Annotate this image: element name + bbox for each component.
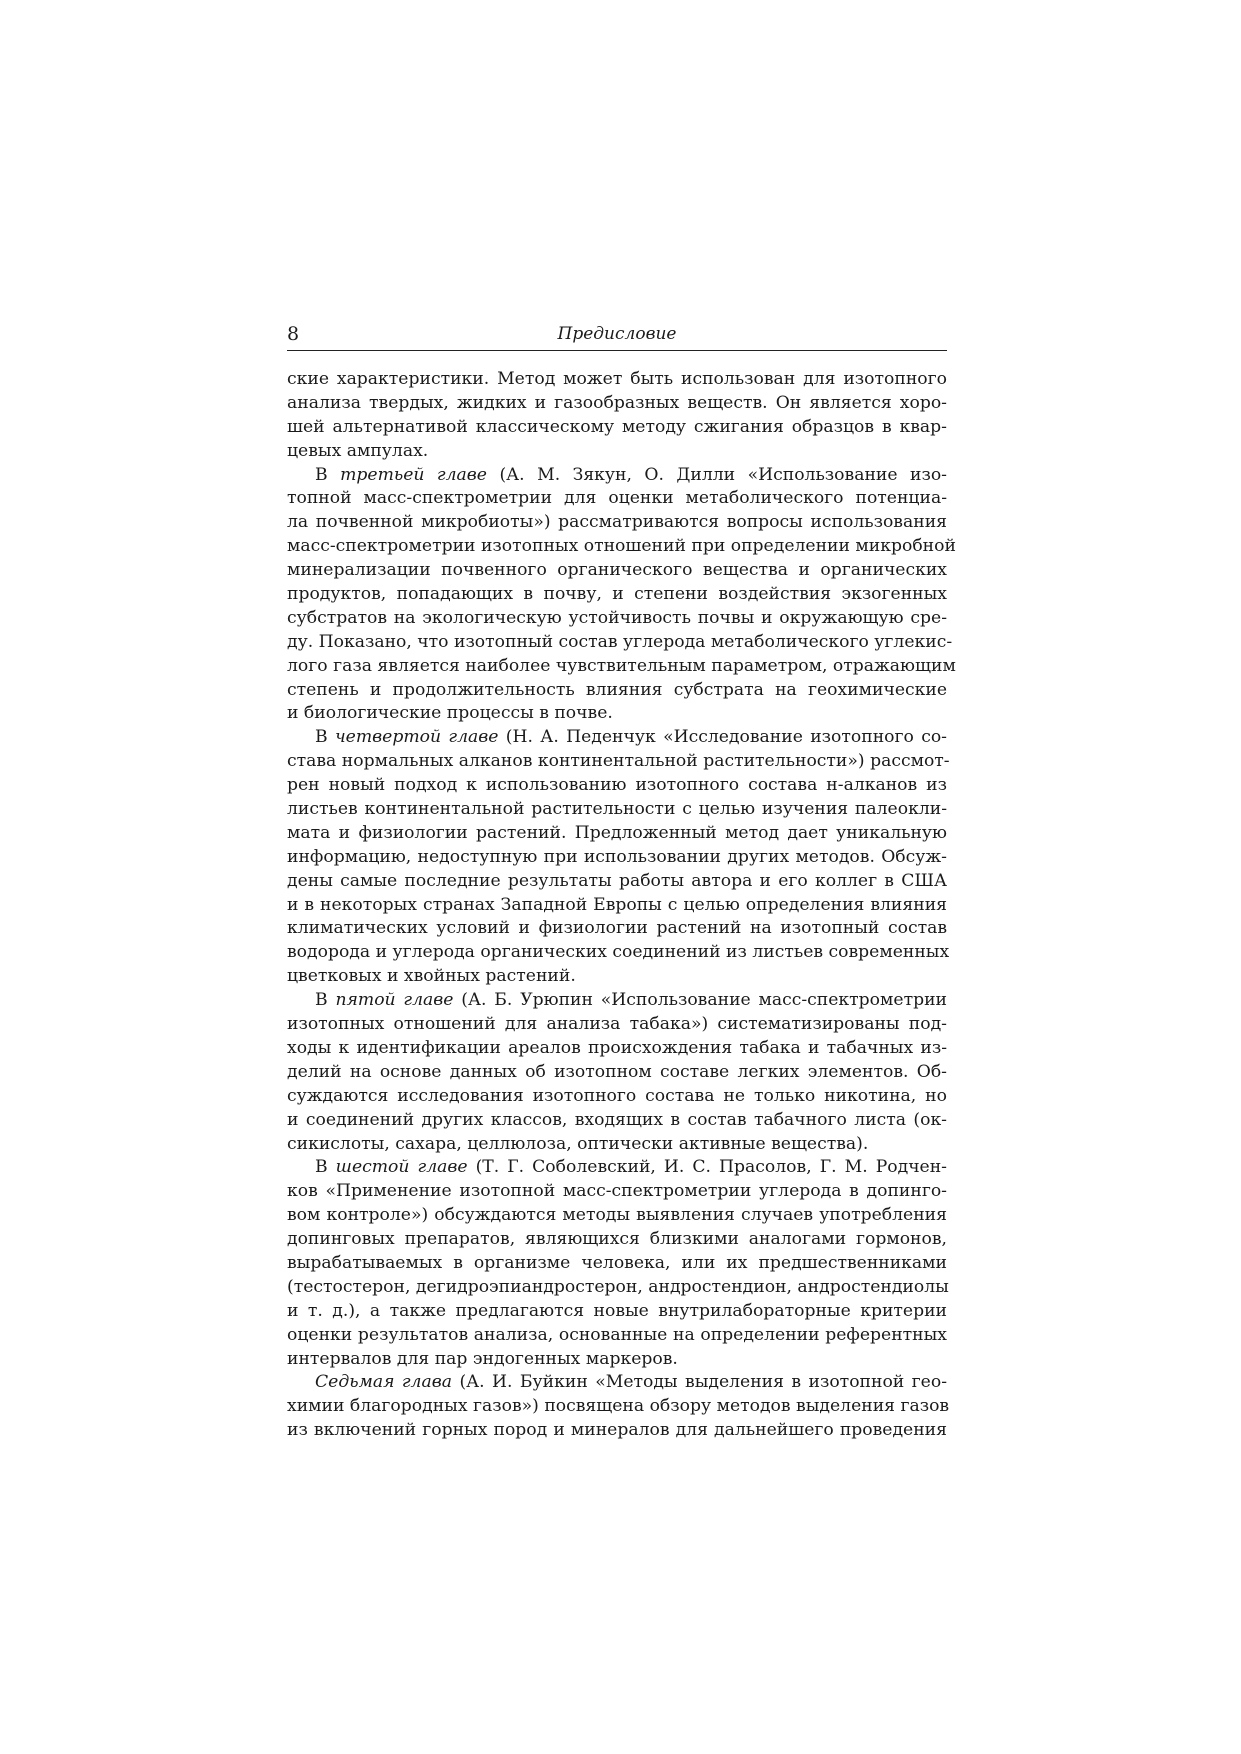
text-line (287, 1156, 947, 1180)
line-text: климатических условий и физиологии растений на изотопный состав (287, 918, 947, 939)
text-line (287, 1371, 947, 1395)
line-text: информацию, недоступную при использовании других методов. Обсуж- (287, 846, 947, 867)
text-line (287, 1395, 950, 1419)
text-line (287, 1204, 947, 1228)
chapter-reference: пятой главе (335, 990, 454, 1011)
line-text: интервалов для пар эндогенных маркеров. (287, 1348, 678, 1369)
line-text: степень и продолжительность влияния субстрата на геохимические (287, 679, 947, 700)
line-text: субстратов на экологическую устойчивость почвы и окружающую сре- (287, 607, 947, 628)
line-text: става нормальных алканов континентальной растительности») рассмот- (287, 751, 950, 772)
text-line (287, 368, 947, 392)
chapter-reference: четвертой главе (334, 727, 499, 748)
line-text: из включений горных пород и минералов для дальнейшего проведения (287, 1420, 947, 1441)
line-text: вырабатываемых в организме человека, или их предшественниками (287, 1252, 947, 1273)
text-line (287, 798, 947, 822)
text-line (287, 726, 947, 750)
line-text: и биологические процессы в почве. (287, 703, 613, 724)
text-line (287, 1037, 947, 1061)
line-text: и соединений других классов, входящих в состав табачного листа (ок- (287, 1109, 947, 1130)
text-line (287, 583, 947, 607)
text-line (287, 917, 947, 941)
line-text: лого газа является наиболее чувствительным параметром, отражающим (287, 655, 956, 676)
line-text: (Т. Г. Соболевский, И. С. Прасолов, Г. М. Родчен- (467, 1157, 947, 1178)
line-text: рен новый подход к использованию изотопного состава н-алканов из (287, 775, 947, 796)
text-line (287, 1276, 947, 1300)
chapter-reference: Седьмая глава (315, 1372, 453, 1393)
text-line (287, 989, 947, 1013)
line-text: суждаются исследования изотопного состава не только никотина, но (287, 1085, 947, 1106)
line-text: допинговых препаратов, являющихся близкими аналогами гормонов, (287, 1229, 947, 1250)
page-number: 8 (287, 323, 300, 345)
text-line (287, 846, 947, 870)
line-text: анализа твердых, жидких и газообразных веществ. Он является хоро- (287, 392, 947, 413)
line-text: вом контроле») обсуждаются методы выявления случаев употребления (287, 1205, 947, 1226)
text-line (287, 1300, 947, 1324)
text-line (287, 631, 953, 655)
line-text: топной масс-спектрометрии для оценки метаболического потенциа- (287, 488, 947, 509)
text-line (287, 679, 947, 703)
line-text: цевых ампулах. (287, 440, 429, 461)
line-prefix: В (315, 1157, 336, 1178)
line-text: ду. Показано, что изотопный состав углерода метаболического углекис- (287, 631, 953, 652)
body-text (287, 368, 956, 1443)
line-text: ла почвенной микробиоты») рассматриваются вопросы использования (287, 512, 947, 533)
text-line (287, 607, 947, 631)
line-text: (А. Б. Урюпин «Использование масс-спектрометрии (453, 990, 947, 1011)
text-line (287, 511, 947, 535)
text-line (287, 416, 947, 440)
text-line (287, 1252, 947, 1276)
text-line (287, 535, 956, 559)
line-text: сикислоты, сахара, целлюлоза, оптически активные вещества). (287, 1133, 869, 1154)
text-line (287, 1061, 947, 1085)
line-prefix: В (315, 990, 336, 1011)
text-line (287, 774, 947, 798)
line-text: ходы к идентификации ареалов происхождения табака и табачных из- (287, 1037, 947, 1058)
line-text: делий на основе данных об изотопном составе легких элементов. Об- (287, 1061, 947, 1082)
text-line (287, 1013, 947, 1037)
text-line (287, 440, 947, 464)
page-header (287, 322, 947, 351)
text-line (287, 655, 956, 679)
line-text: ские характеристики. Метод может быть использован для изотопного (287, 369, 947, 389)
running-title: Предисловие (557, 324, 677, 344)
line-text: (тестостерон, дегидроэпиандростерон, андростендион, андростендиолы (287, 1276, 949, 1297)
line-prefix: В (315, 727, 335, 748)
text-line (287, 464, 947, 488)
text-line (287, 1133, 947, 1157)
chapter-reference: шестой главе (335, 1157, 468, 1178)
text-line (287, 965, 947, 989)
text-line (287, 894, 947, 918)
line-text: масс-спектрометрии изотопных отношений при определении микробной (287, 536, 956, 557)
line-text: мата и физиологии растений. Предложенный метод дает уникальную (287, 822, 947, 843)
text-line (287, 1085, 947, 1109)
line-text: (А. И. Буйкин «Методы выделения в изотопной гео- (452, 1372, 948, 1393)
line-text: и в некоторых странах Западной Европы с целью определения влияния (287, 894, 947, 915)
text-line (287, 1419, 947, 1443)
text-line (287, 1228, 947, 1252)
text-line (287, 750, 950, 774)
line-text: дены самые последние результаты работы автора и его коллег в США (287, 870, 947, 891)
text-line (287, 1324, 947, 1348)
line-text: химии благородных газов») посвящена обзору методов выделения газов (287, 1396, 950, 1417)
line-text: оценки результатов анализа, основанные на определении референтных (287, 1324, 947, 1345)
line-text: листьев континентальной растительности с целью изучения палеокли- (287, 799, 947, 820)
line-text: минерализации почвенного органического вещества и органических (287, 560, 947, 581)
text-line (287, 392, 947, 416)
chapter-reference: третьей главе (340, 464, 487, 485)
text-line (287, 487, 947, 511)
line-text: (Н. А. Педенчук «Исследование изотопного со- (498, 727, 947, 748)
line-text: шей альтернативой классическому методу сжигания образцов в квар- (287, 416, 947, 437)
line-text: водорода и углерода органических соединений из листьев современных (287, 942, 950, 963)
line-text: и т. д.), а также предлагаются новые внутрилабораторные критерии (287, 1300, 947, 1321)
text-line (287, 1109, 947, 1133)
line-text: ков «Применение изотопной масс-спектрометрии углерода в допинго- (287, 1181, 947, 1202)
text-line (287, 822, 947, 846)
line-text: цветковых и хвойных растений. (287, 966, 576, 987)
text-line (287, 870, 947, 894)
text-line (287, 559, 947, 583)
line-text: изотопных отношений для анализа табака») систематизированы под- (287, 1014, 947, 1035)
line-text: продуктов, попадающих в почву, и степени воздействия экзогенных (287, 584, 947, 605)
line-text: (А. М. Зякун, О. Дилли «Использование изо- (486, 464, 947, 485)
text-line (287, 1180, 947, 1204)
text-line (287, 1348, 947, 1372)
line-prefix: В (315, 464, 341, 485)
text-line (287, 702, 947, 726)
text-line (287, 941, 950, 965)
